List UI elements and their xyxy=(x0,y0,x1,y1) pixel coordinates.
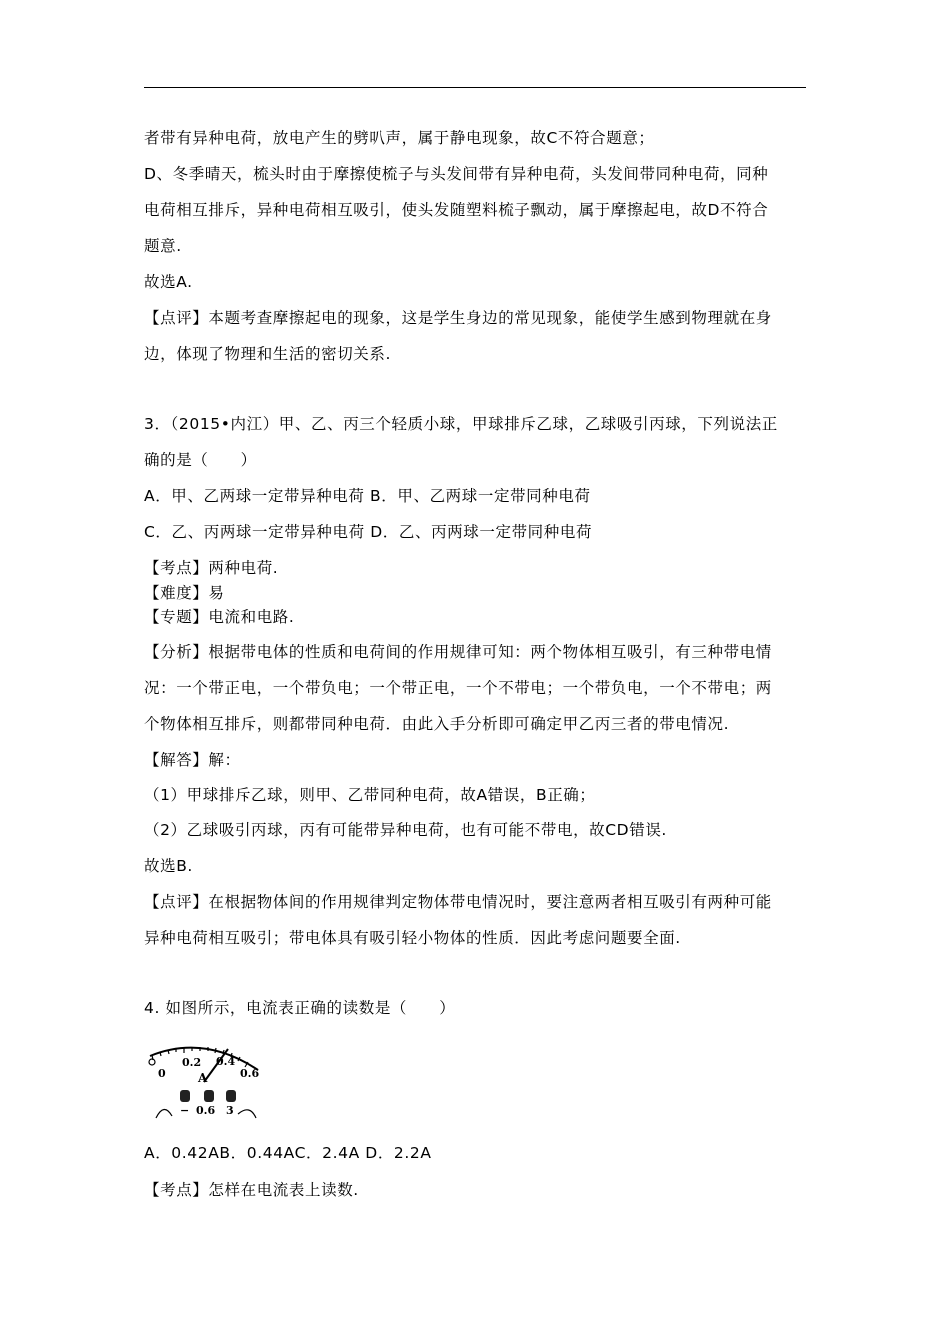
text-line: 【专题】电流和电路. xyxy=(144,608,295,626)
question-3-stem: 确的是（ ） xyxy=(144,451,257,469)
text-line: 【点评】本题考查摩擦起电的现象，这是学生身边的常见现象，能使学生感到物理就在身 xyxy=(144,309,772,327)
terminal-icon xyxy=(226,1090,236,1102)
question-4-options: A．0.42AB．0.44AC．2.4A D．2.2A xyxy=(144,1144,432,1162)
zero-adjust-icon xyxy=(149,1059,155,1065)
question-3-stem: 3．（2015•内江）甲、乙、丙三个轻质小球，甲球排斥乙球，乙球吸引丙球，下列说法正 xyxy=(144,415,778,433)
text-line: D、冬季晴天，梳头时由于摩擦使梳子与头发间带有异种电荷，头发间带同种电荷，同种 xyxy=(144,165,769,183)
scale-label: 0 xyxy=(158,1067,166,1080)
terminal-label: − xyxy=(180,1104,190,1117)
text-line: 边，体现了物理和生活的密切关系. xyxy=(144,345,392,363)
text-line: 者带有异种电荷，放电产生的劈叭声，属于静电现象，故C不符合题意； xyxy=(144,129,655,147)
text-line: （2）乙球吸引丙球，丙有可能带异种电荷，也有可能不带电，故CD错误. xyxy=(144,821,667,839)
unit-label: A xyxy=(198,1071,208,1085)
text-line: 题意. xyxy=(144,237,182,255)
text-line: 异种电荷相互吸引；带电体具有吸引轻小物体的性质．因此考虑问题要全面. xyxy=(144,929,681,947)
text-line: 故选B. xyxy=(144,857,193,875)
question-3-option: C．乙、丙两球一定带异种电荷 D．乙、丙两球一定带同种电荷 xyxy=(144,523,593,541)
text-line: 【解答】解： xyxy=(144,751,241,769)
question-4-stem: 4. 如图所示，电流表正确的读数是（ ） xyxy=(144,999,456,1017)
text-line: 个物体相互排斥，则都带同种电荷．由此入手分析即可确定甲乙丙三者的带电情况. xyxy=(144,715,730,733)
text-line: 【分析】根据带电体的性质和电荷间的作用规律可知：两个物体相互吸引，有三种带电情 xyxy=(144,643,772,661)
text-line: 【点评】在根据物体间的作用规律判定物体带电情况时，要注意两者相互吸引有两种可能 xyxy=(144,893,772,911)
scale-label: 0.2 xyxy=(182,1056,202,1069)
terminal-icon xyxy=(204,1090,214,1102)
question-3-option: A．甲、乙两球一定带异种电荷 B．甲、乙两球一定带同种电荷 xyxy=(144,487,591,505)
ammeter-figure xyxy=(146,1040,266,1122)
text-line: 【难度】易 xyxy=(144,584,225,602)
scale-label: 0.4 xyxy=(216,1055,236,1068)
terminal-label: 0.6 xyxy=(196,1104,216,1117)
text-line: 况：一个带正电，一个带负电；一个带正电，一个不带电；一个带负电，一个不带电；两 xyxy=(144,679,772,697)
text-line: 故选A. xyxy=(144,273,193,291)
text-line: （1）甲球排斥乙球，则甲、乙带同种电荷，故A错误，B正确； xyxy=(144,786,596,804)
scale-label: 0.6 xyxy=(240,1067,260,1080)
header-rule xyxy=(144,87,806,88)
terminal-label: 3 xyxy=(226,1104,234,1117)
terminal-icon xyxy=(180,1090,190,1102)
text-line: 【考点】两种电荷. xyxy=(144,559,279,577)
text-line: 电荷相互排斥，异种电荷相互吸引，使头发随塑料梳子飘动，属于摩擦起电，故D不符合 xyxy=(144,201,769,219)
text-line: 【考点】怎样在电流表上读数. xyxy=(144,1181,359,1199)
